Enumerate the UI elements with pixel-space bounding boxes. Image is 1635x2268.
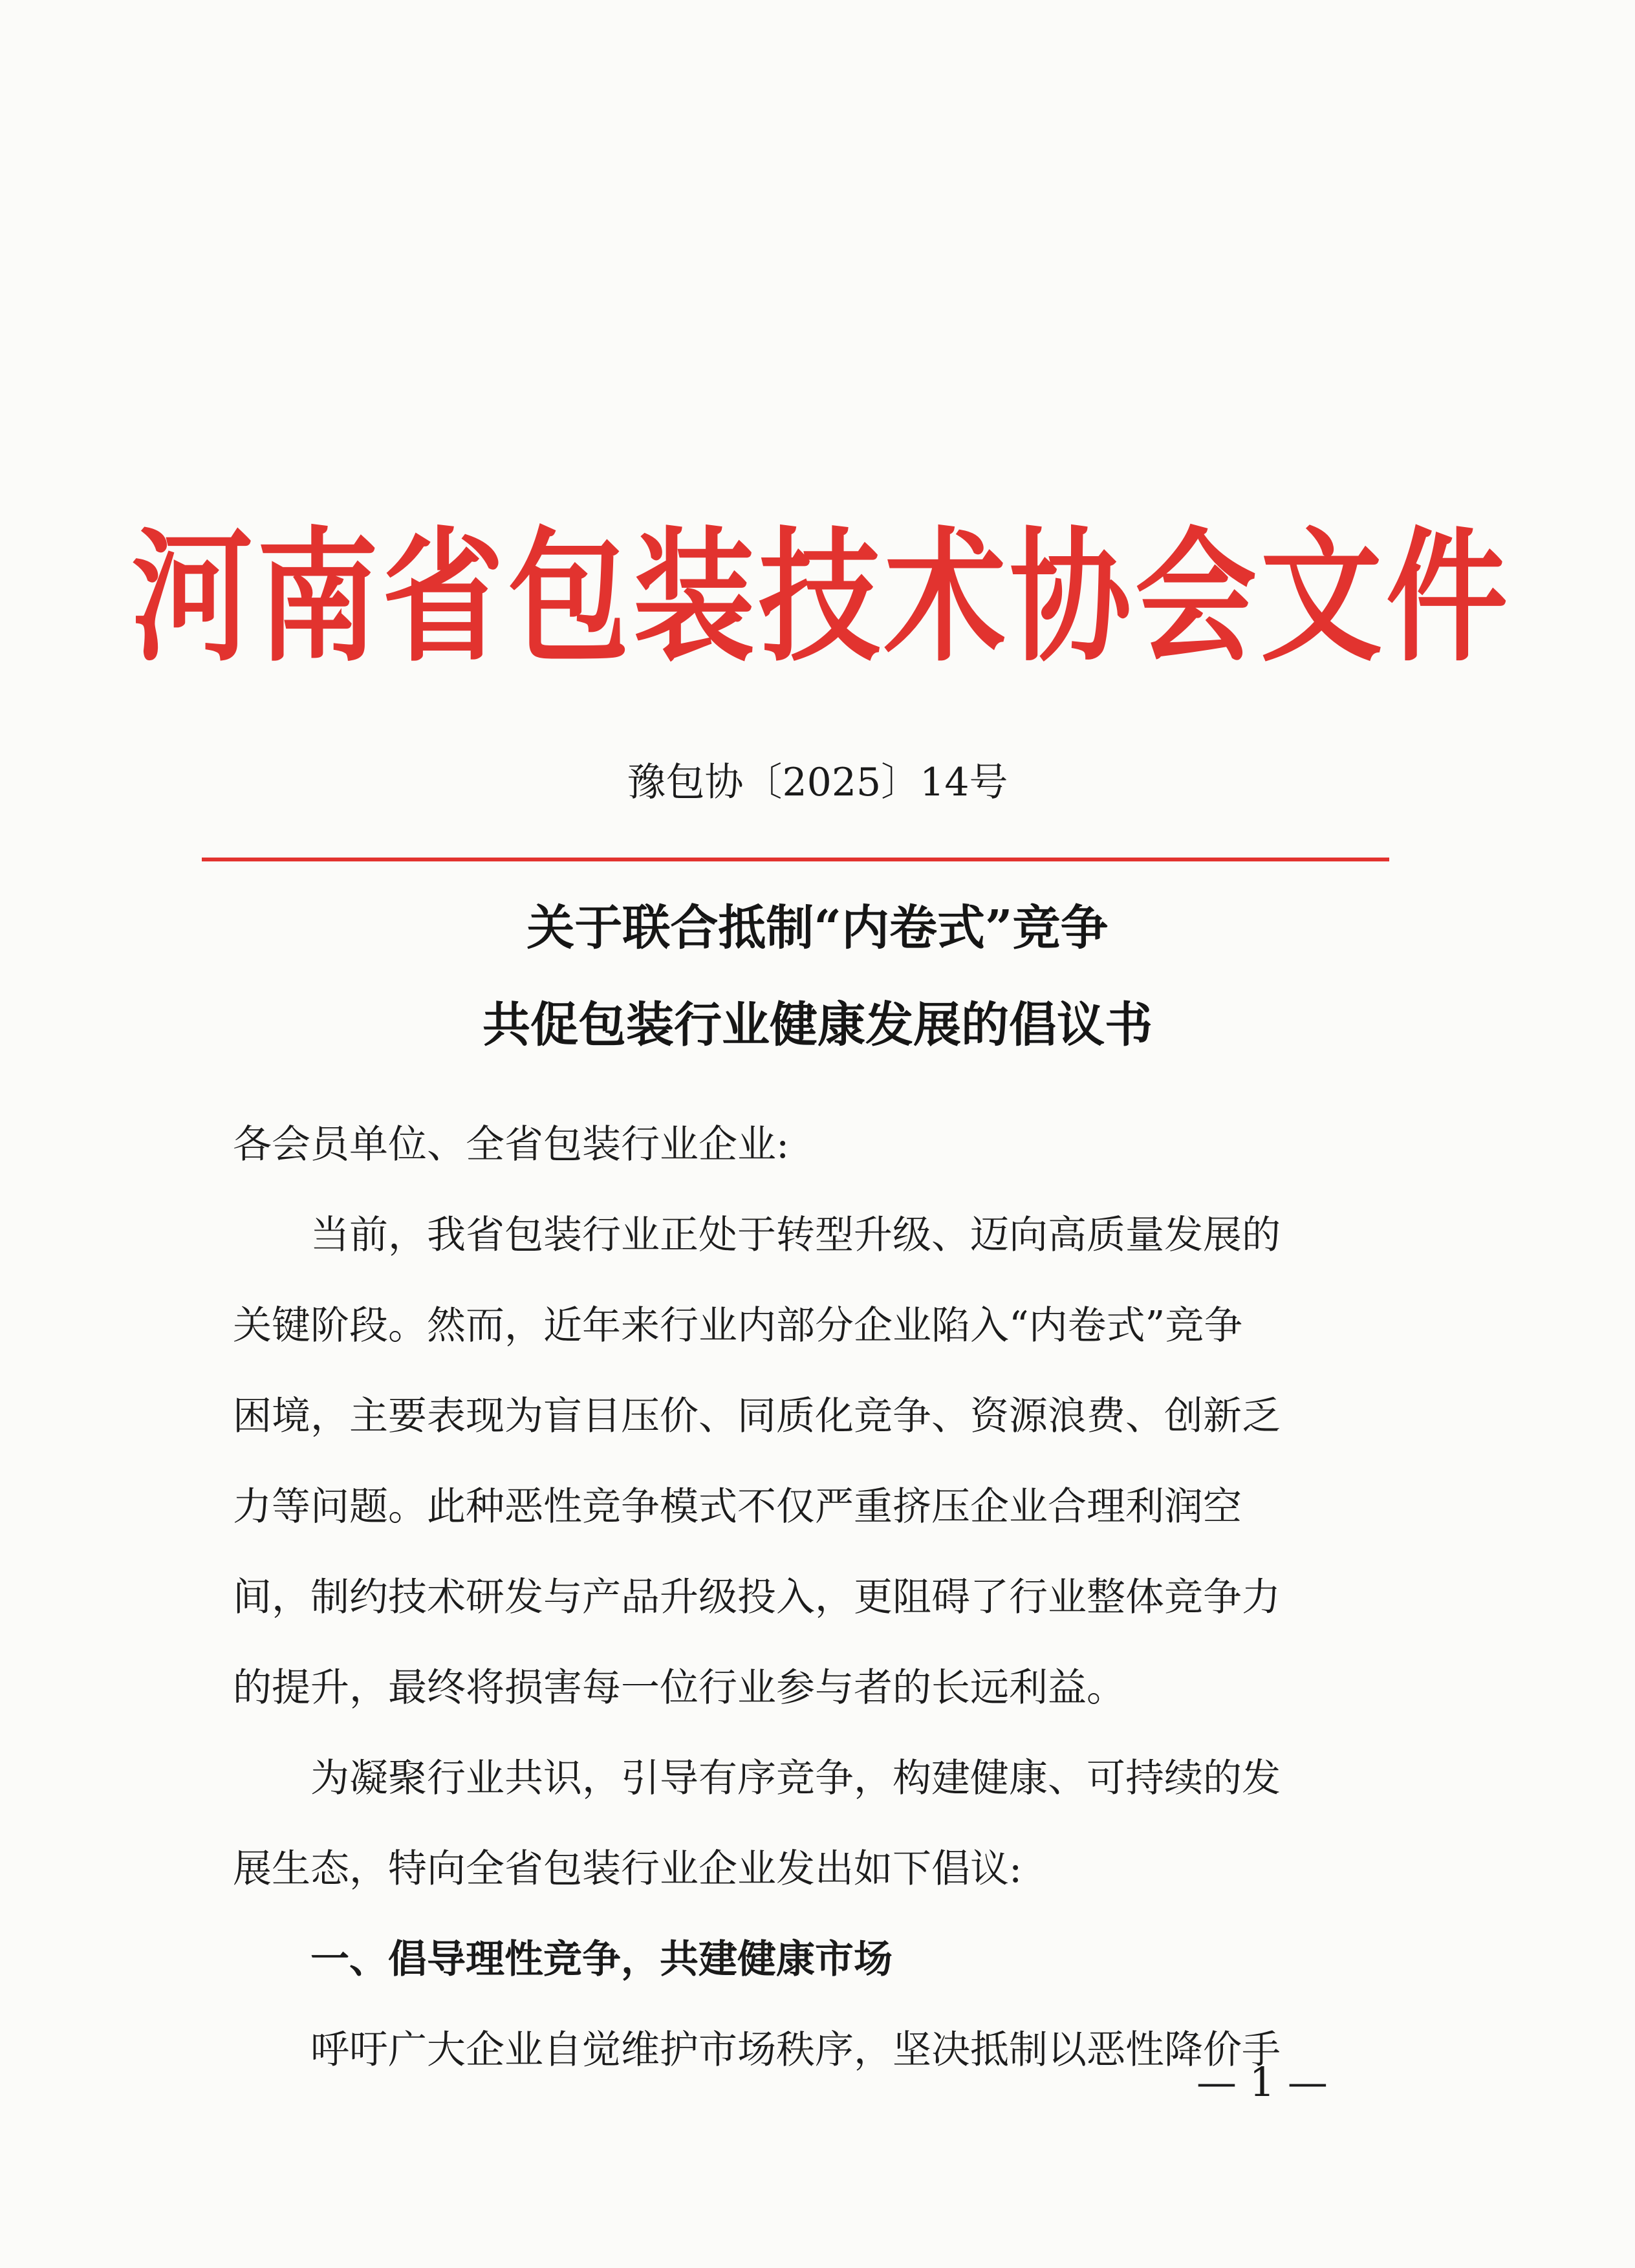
masthead (131, 498, 1511, 682)
body-line: 呼吁广大企业自觉维护市场秩序，坚决抵制以恶性降价手 (310, 2027, 1281, 2073)
body-line: 的提升，最终将损害每一位行业参与者的长远利益。 (233, 1665, 1125, 1711)
body-line: 为凝聚行业共识，引导有序竞争，构建健康、可持续的发 (310, 1756, 1281, 1801)
red-divider-line (202, 858, 1389, 861)
page-number: — 1 — (1196, 2058, 1328, 2106)
document-title-line-2: 共促包装行业健康发展的倡议书 (482, 997, 1153, 1053)
document-title-line-1: 关于联合抵制“内卷式”竞争 (526, 900, 1109, 956)
document-number: 豫包协〔2025〕14号 (627, 760, 1008, 805)
salutation: 各会员单位、全省包装行业企业: (233, 1122, 790, 1167)
section-heading-1: 一、倡导理性竞争，共建健康市场 (310, 1937, 893, 1982)
body-line: 当前，我省包装行业正处于转型升级、迈向高质量发展的 (310, 1213, 1281, 1258)
body-line: 力等问题。此种恶性竞争模式不仅严重挤压企业合理利润空 (233, 1484, 1242, 1529)
body-line: 关键阶段。然而，近年来行业内部分企业陷入“内卷式”竞争 (233, 1303, 1243, 1348)
body-line: 间，制约技术研发与产品升级投入，更阻碍了行业整体竞争力 (233, 1575, 1281, 1620)
body-line: 展生态，特向全省包装行业企业发出如下倡议: (233, 1846, 1023, 1892)
body-line: 困境，主要表现为盲目压价、同质化竞争、资源浪费、创新乏 (233, 1394, 1281, 1439)
masthead-title: 河南省包装技术协会文件 (131, 514, 1511, 682)
